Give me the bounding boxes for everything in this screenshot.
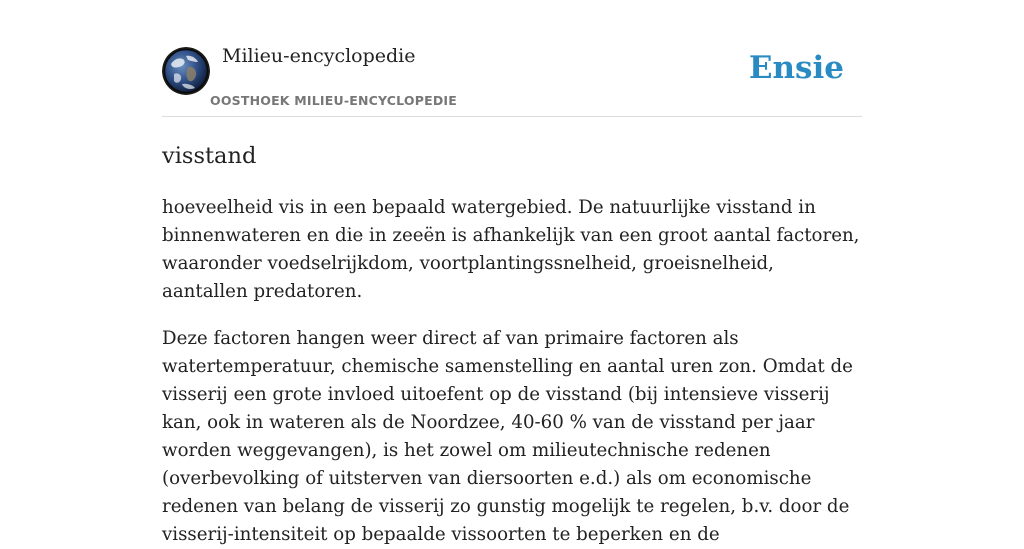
site-header bbox=[162, 0, 862, 117]
earth-globe-icon[interactable] bbox=[162, 47, 210, 95]
article-paragraph: Deze factoren hangen weer direct af van primaire factoren als watertemperatuur, chemische samenstelling en aantal uren zon. Omdat de visserij een grote invloed uitoefent op de visstand (bij intensieve visserij kan, ook in wateren als de Noordzee, 40-60 % van de visstand per jaar worden weggevangen), is het zowel om milieutechnische redenen (overbevolking of uitsterven van diersoorten e.d.) als om economische redenen van belang de visserij zo gunstig mogelijk te regelen, b.v. door de visserij-intensiteit op bepaalde vissoorten te beperken en de bbox=[162, 328, 853, 545]
article-paragraph: hoeveelheid vis in een bepaald watergebied. De natuurlijke visstand in binnenwateren en die in zeeën is afhankelijk van een groot aantal factoren, waaronder voedselrijkdom, voortplantingssnelheid, groeisnelheid, aantallen predatoren. bbox=[162, 197, 860, 302]
page bbox=[162, 0, 862, 549]
site-title[interactable]: Milieu-encyclopedie bbox=[222, 45, 416, 67]
article-title: visstand bbox=[162, 143, 257, 169]
site-subtitle[interactable]: OOSTHOEK MILIEU-ENCYCLOPEDIE bbox=[210, 93, 457, 108]
ensie-logo[interactable]: Ensie bbox=[748, 50, 844, 86]
